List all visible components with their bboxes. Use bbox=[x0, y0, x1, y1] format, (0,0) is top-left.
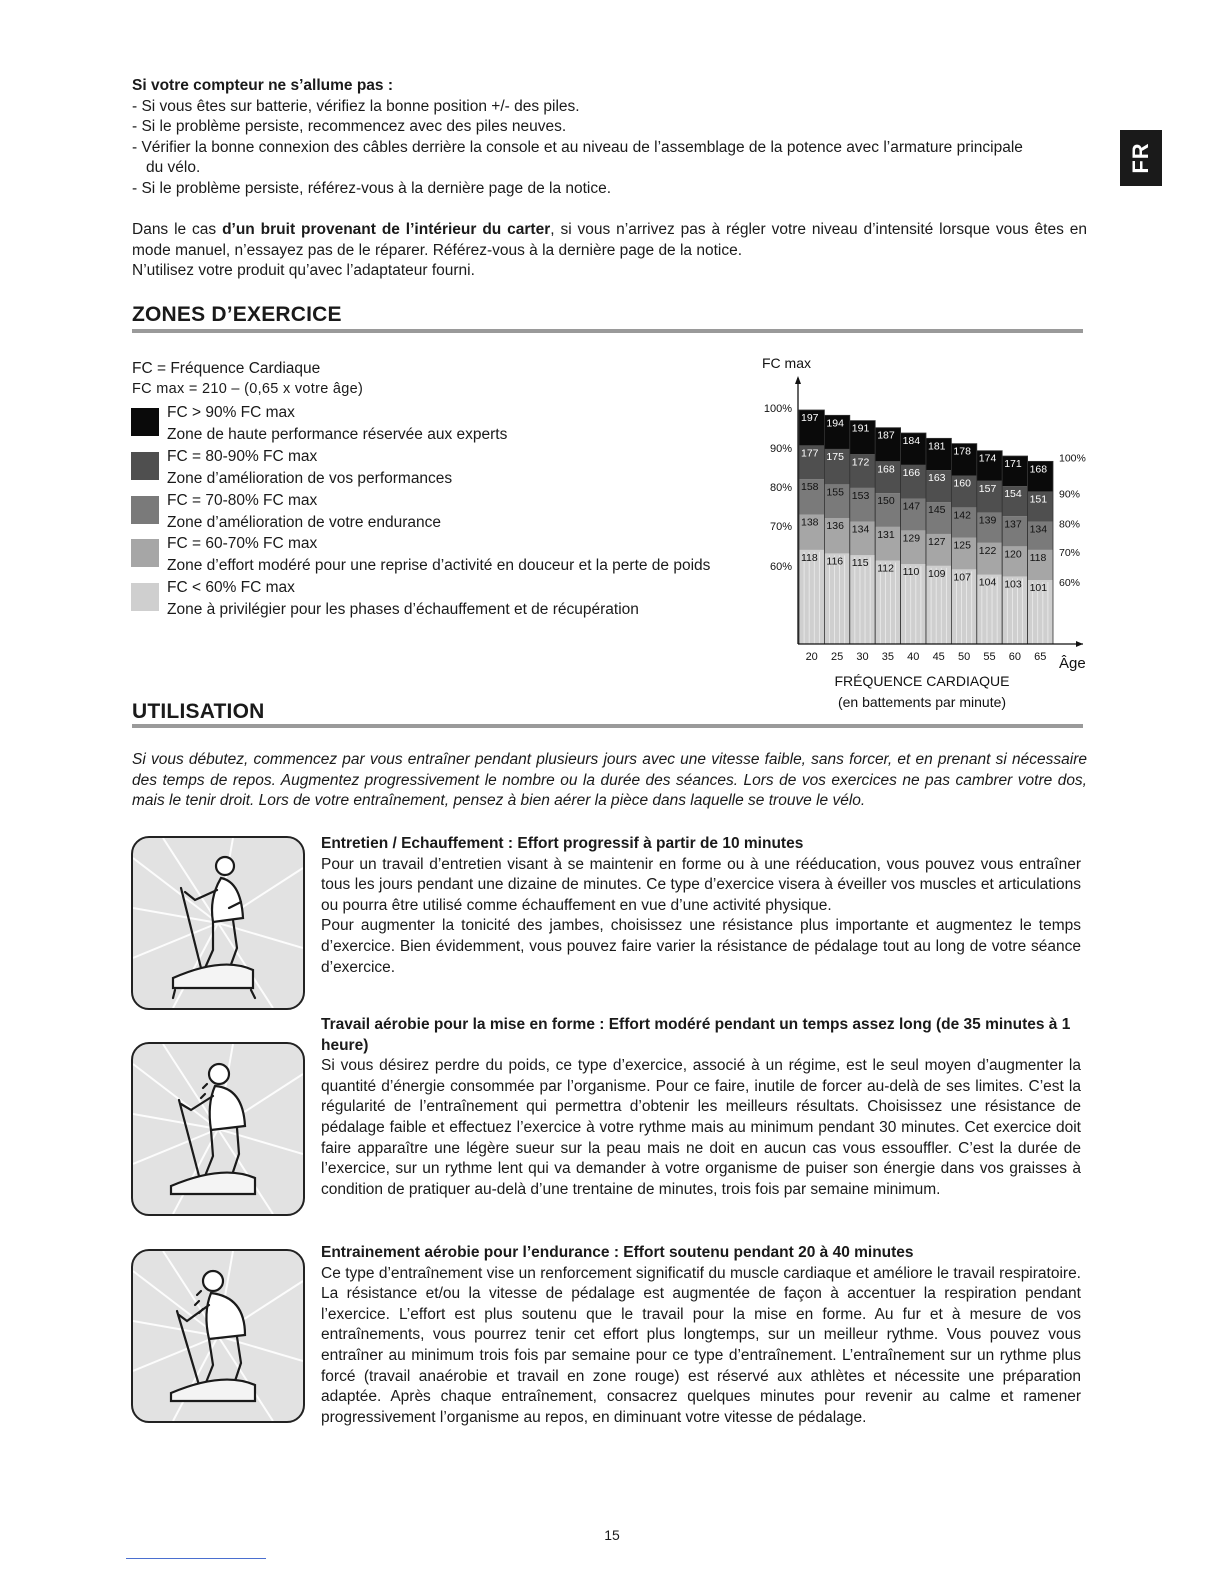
chart-x-tick-label: 25 bbox=[830, 651, 844, 663]
chart-x-tick-label: 55 bbox=[983, 651, 996, 663]
chart-data-label: 110 bbox=[902, 566, 920, 579]
chart-title: FC max bbox=[762, 355, 811, 371]
chart-data-label: 197 bbox=[801, 412, 819, 424]
legend-item-zone3 bbox=[167, 490, 441, 533]
exercise-illustration-warmup bbox=[131, 836, 305, 1010]
chart-data-label: 163 bbox=[928, 472, 946, 485]
chart-data-label: 116 bbox=[826, 555, 844, 568]
section-aerobic-fitness bbox=[321, 1015, 1081, 1200]
fc-formula: FC max = 210 – (0,65 x votre âge) bbox=[132, 381, 364, 397]
chart-x-tick-label: 35 bbox=[881, 651, 895, 663]
chart-data-label: 160 bbox=[953, 477, 971, 490]
legend-item-zone1 bbox=[167, 577, 639, 620]
troubleshoot-item: du vélo. bbox=[146, 159, 201, 177]
chart-data-label: 171 bbox=[1004, 458, 1022, 471]
chart-data-label: 118 bbox=[1029, 551, 1047, 564]
chart-data-label: 150 bbox=[877, 495, 895, 508]
troubleshoot-title: Si votre compteur ne s’allume pas : bbox=[132, 77, 393, 94]
section-endurance bbox=[321, 1243, 1081, 1428]
chart-zone-label: 70% bbox=[1059, 546, 1081, 559]
chart-data-label: 175 bbox=[826, 450, 844, 463]
troubleshoot-item: - Si le problème persiste, recommencez avec des piles neuves. bbox=[132, 118, 567, 136]
legend-desc: Zone d’amélioration de votre endurance bbox=[167, 513, 442, 531]
chart-data-label: 168 bbox=[877, 463, 895, 476]
chart-x-tick-label: 40 bbox=[907, 651, 920, 663]
legend-swatch-zone2 bbox=[131, 539, 159, 567]
chart-x-axis-label: Âge bbox=[1059, 655, 1086, 672]
chart-caption-sub: (en battements par minute) bbox=[837, 694, 1007, 710]
chart-data-label: 115 bbox=[851, 557, 869, 570]
legend-swatch-zone5 bbox=[131, 408, 159, 436]
chart-data-label: 107 bbox=[953, 571, 971, 584]
chart-data-label: 168 bbox=[1029, 463, 1048, 476]
legend-range: FC = 60-70% FC max bbox=[167, 535, 318, 552]
chart-zone-label: 100% bbox=[1059, 452, 1086, 465]
chart-data-label: 158 bbox=[801, 481, 819, 494]
chart-data-label: 151 bbox=[1029, 493, 1048, 506]
chart-data-label: 174 bbox=[978, 452, 997, 465]
chart-data-label: 187 bbox=[877, 429, 895, 442]
legend-desc: Zone d’amélioration de vos performances bbox=[167, 469, 453, 487]
chart-data-label: 194 bbox=[826, 417, 844, 430]
utilisation-heading: UTILISATION bbox=[132, 700, 265, 723]
noise-paragraph bbox=[132, 220, 1087, 282]
chart-data-label: 134 bbox=[851, 523, 870, 536]
utilisation-heading-rule bbox=[132, 724, 1083, 728]
troubleshoot-section bbox=[132, 76, 1087, 200]
fc-definition: FC = Fréquence Cardiaque bbox=[132, 360, 321, 377]
chart-x-tick-label: 50 bbox=[957, 651, 971, 663]
chart-data-label: 142 bbox=[953, 509, 971, 522]
chart-data-label: 147 bbox=[902, 500, 921, 513]
chart-x-tick-label: 20 bbox=[805, 651, 818, 663]
language-tab-label: FR bbox=[1128, 142, 1153, 174]
chart-y-tick-label: 80% bbox=[769, 482, 792, 494]
noise-line3: N’utilisez votre produit qu’avec l’adaptateur fourni. bbox=[132, 262, 475, 280]
chart-data-label: 155 bbox=[826, 486, 844, 499]
legend-item-zone4 bbox=[167, 446, 452, 489]
chart-x-tick-label: 60 bbox=[1008, 651, 1022, 663]
troubleshoot-item: - Vérifier la bonne connexion des câbles derrière la console et au niveau de l’assemblage de la potence avec l’armature principale bbox=[132, 138, 1023, 156]
section-title: Entretien / Echauffement : Effort progressif à partir de 10 minutes bbox=[321, 835, 804, 852]
legend-range: FC > 90% FC max bbox=[167, 404, 295, 421]
exercise-illustration-endurance bbox=[131, 1249, 305, 1423]
chart-data-label: 109 bbox=[928, 567, 946, 580]
chart-data-label: 101 bbox=[1029, 582, 1048, 594]
chart-data-label: 157 bbox=[978, 482, 997, 495]
chart-data-label: 184 bbox=[902, 435, 921, 448]
chart-x-tick-label: 30 bbox=[856, 651, 869, 663]
legend-item-zone2 bbox=[167, 533, 710, 576]
legend-desc: Zone à privilégier pour les phases d’échauffement et de récupération bbox=[167, 600, 639, 618]
section-title: Entrainement aérobie pour l’endurance : Effort soutenu pendant 20 à 40 minutes bbox=[321, 1244, 914, 1261]
zones-heading: ZONES D’EXERCICE bbox=[132, 303, 342, 326]
chart-data-label: 172 bbox=[851, 456, 870, 469]
section-body: Pour augmenter la tonicité des jambes, choisissez une résistance plus importante et augmentez le temps d’exercice. Bien évidemment, vous pouvez faire varier la résistance de pédalage tout au long de votre séance d’exercice. bbox=[321, 917, 1081, 976]
legend-item-zone5 bbox=[167, 402, 507, 445]
chart-x-axis-arrow bbox=[1076, 641, 1083, 647]
chart-data-label: 177 bbox=[801, 447, 819, 460]
chart-y-tick-label: 60% bbox=[769, 561, 792, 573]
chart-data-label: 145 bbox=[928, 504, 946, 517]
chart-data-label: 125 bbox=[953, 539, 971, 552]
troubleshoot-item: - Si le problème persiste, référez-vous à la dernière page de la notice. bbox=[132, 179, 612, 197]
zones-heading-rule bbox=[132, 329, 1083, 333]
chart-data-label: 120 bbox=[1004, 548, 1022, 561]
legend-swatch-zone3 bbox=[131, 496, 159, 524]
legend-range: FC < 60% FC max bbox=[167, 579, 295, 596]
chart-zone-label: 80% bbox=[1059, 518, 1081, 531]
chart-data-label: 134 bbox=[1029, 523, 1048, 536]
chart-data-label: 181 bbox=[928, 440, 946, 453]
chart-data-label: 191 bbox=[851, 422, 870, 435]
troubleshoot-item: - Si vous êtes sur batterie, vérifiez la bonne position +/- des piles. bbox=[132, 97, 580, 115]
chart-zone-label: 60% bbox=[1059, 577, 1081, 589]
noise-bold: d’un bruit provenant de l’intérieur du carter bbox=[222, 221, 551, 238]
section-body: Ce type d’entraînement vise un renforcement significatif du muscle cardiaque et améliore le travail respiratoire. La résistance et/ou la vitesse de pédalage est augmentée de façon à accentuer la respiration pendant l’exercice. L’effort est plus soutenu que le travail pour la mise en forme. Au fur et à mesure de vos entraînements, vous pourrez tenir cet effort plus longtemps, sur un meilleur rythme. Vous pouvez vous entraîner au minimum trois fois par semaine pour ce type d’entraînement. L’entraînement sur un rythme plus forcé (travail anaérobie et travail en zone rouge) est réservé aux athlètes et nécessite une préparation adaptée. Après chaque entraînement, consacrez quelques minutes pour revenir au calme et ramener progressivement l’organisme au repos, en diminuant votre vitesse de pédalage. bbox=[321, 1264, 1081, 1426]
noise-post: , si vous n’arrivez pas à régler votre niveau d’intensité lorsque vous êtes en mode manuel, n’essayez pas de le réparer. Référez-vous à la dernière page de la notice. bbox=[132, 221, 1087, 259]
heart-rate-chart bbox=[750, 350, 1095, 715]
language-tab bbox=[1120, 130, 1162, 186]
legend-swatch-zone1 bbox=[131, 583, 159, 611]
chart-data-label: 154 bbox=[1004, 488, 1022, 501]
chart-caption: FRÉQUENCE CARDIAQUE bbox=[834, 673, 1010, 689]
chart-data-label: 139 bbox=[978, 514, 997, 527]
chart-y-tick-label: 90% bbox=[769, 443, 792, 455]
chart-data-label: 129 bbox=[902, 532, 921, 545]
chart-y-axis-arrow bbox=[795, 376, 801, 384]
chart-y-tick-label: 70% bbox=[769, 521, 792, 533]
chart-data-label: 137 bbox=[1004, 518, 1022, 531]
chart-data-label: 178 bbox=[953, 445, 971, 458]
legend-range: FC = 80-90% FC max bbox=[167, 448, 318, 465]
page-number: 15 bbox=[604, 1527, 620, 1543]
section-title: Travail aérobie pour la mise en forme : Effort modéré pendant un temps assez long (de 35 minutes à 1 heure) bbox=[321, 1016, 1071, 1054]
section-body: Pour un travail d’entretien visant à se maintenir en forme ou à une rééducation, vous pouvez vous entraîner tous les jours pendant une dizaine de minutes. Ce type d’exercice visera à éveiller vos muscles et articulations ou pourra être utilisé comme échauffement en vue d’une activité physique. bbox=[321, 855, 1081, 914]
chart-x-tick-label: 45 bbox=[932, 651, 945, 663]
chart-x-tick-label: 65 bbox=[1034, 651, 1047, 663]
legend-desc: Zone d’effort modéré pour une reprise d’activité en douceur et la perte de poids bbox=[167, 556, 711, 574]
utilisation-intro: Si vous débutez, commencez par vous entraîner pendant plusieurs jours avec une vitesse faible, sans forcer, et en prenant si nécessaire des temps de repos. Augmentez progressivement le nombre ou la durée des séances. Lors de vos exercices ne pas cambrer votre dos, mais le tenir droit. Lors de votre entraînement, pensez à bien aérer la pièce dans laquelle se trouve le vélo. bbox=[132, 751, 1087, 810]
chart-data-label: 138 bbox=[801, 516, 819, 529]
chart-data-label: 112 bbox=[877, 562, 894, 575]
chart-data-label: 104 bbox=[978, 576, 997, 589]
chart-data-label: 136 bbox=[826, 520, 844, 533]
chart-y-tick-label: 100% bbox=[763, 403, 792, 415]
chart-data-label: 122 bbox=[978, 544, 997, 557]
section-body: Si vous désirez perdre du poids, ce type d’exercice, associé à un régime, est le seul moyen d’augmenter la quantité d’énergie consommée par l’organisme. Pour ce faire, inutile de forcer au-delà de ses limites. C’est la régularité de l’entraînement qui permettra d’obtenir les meilleurs résultats. Choisissez une résistance de pédalage faible et effectuez l’exercice à votre rythme mais au minimum pendant 30 minutes. Cet exercice doit faire apparaître une légère sueur sur la peau mais ne doit en aucun cas vous essouffler. C’est la durée de l’exercice, sur un rythme lent qui va demander à votre organisme de puiser son énergie dans vos graisses à condition de pratiquer au-delà d’une trentaine de minutes, trois fois par semaine minimum. bbox=[321, 1057, 1081, 1198]
chart-data-label: 166 bbox=[902, 466, 921, 479]
footer-link-line bbox=[126, 1558, 266, 1559]
chart-data-label: 103 bbox=[1004, 578, 1022, 591]
chart-bar-segment bbox=[799, 550, 824, 644]
noise-pre: Dans le cas bbox=[132, 221, 223, 238]
chart-data-label: 153 bbox=[851, 489, 870, 502]
legend-desc: Zone de haute performance réservée aux experts bbox=[167, 425, 508, 443]
chart-data-label: 127 bbox=[928, 535, 946, 548]
exercise-illustration-aerobic-fitness bbox=[131, 1042, 305, 1216]
chart-data-label: 131 bbox=[877, 528, 895, 541]
chart-zone-label: 90% bbox=[1059, 488, 1081, 501]
legend-swatch-zone4 bbox=[131, 452, 159, 480]
chart-data-label: 118 bbox=[801, 551, 818, 564]
legend-range: FC = 70-80% FC max bbox=[167, 492, 318, 509]
section-warmup bbox=[321, 834, 1081, 978]
